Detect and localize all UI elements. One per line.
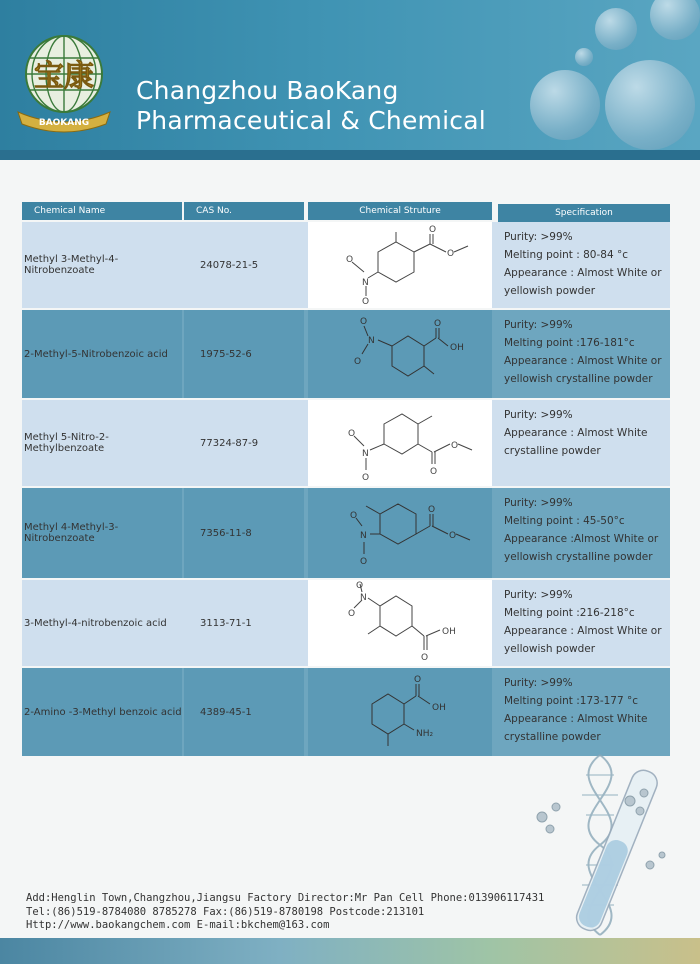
table-row xyxy=(22,222,670,308)
svg-text:OH: OH xyxy=(450,343,464,353)
svg-text:O: O xyxy=(428,505,436,515)
structure-diagram xyxy=(308,310,492,398)
column-header-chemical-name: Chemical Name xyxy=(22,202,182,220)
svg-text:N: N xyxy=(368,336,375,346)
dna-test-tube-decoration xyxy=(520,745,690,940)
footer-phone-fax: Tel:(86)519-8784080 8785278 Fax:(86)519-8780198 Postcode:213101 xyxy=(26,905,425,918)
table-row xyxy=(22,400,670,486)
table-row xyxy=(22,580,670,666)
specification xyxy=(498,488,670,578)
specification xyxy=(498,400,670,486)
svg-text:O: O xyxy=(348,429,356,439)
svg-text:O: O xyxy=(348,609,356,619)
specification xyxy=(498,668,670,756)
svg-text:OH: OH xyxy=(442,627,456,637)
cas-number: 24078-21-5 xyxy=(200,259,259,271)
chemical-name: Methyl 5-Nitro-2-Methylbenzoate xyxy=(24,432,109,454)
table-row xyxy=(22,668,670,756)
spec-line: yellowish crystalline powder xyxy=(504,551,653,563)
chemical-structure xyxy=(308,400,492,486)
spec-line: Melting point : 80-84 °c xyxy=(504,249,628,261)
svg-text:O: O xyxy=(362,297,370,307)
svg-text:O: O xyxy=(346,255,354,265)
company-name-line2: Pharmaceutical & Chemical xyxy=(136,106,486,135)
svg-text:O: O xyxy=(354,357,362,367)
chemical-structure xyxy=(308,222,492,308)
molecule-bubble-decoration xyxy=(530,70,600,140)
logo-text: BAOKANG xyxy=(38,118,90,128)
chemical-name: 2-Methyl-5-Nitrobenzoic acid xyxy=(22,310,182,398)
spec-line: Appearance : Almost White xyxy=(504,713,648,725)
svg-text:NH₂: NH₂ xyxy=(416,729,434,739)
svg-text:N: N xyxy=(360,593,367,603)
spec-line: Appearance :Almost White or xyxy=(504,533,659,545)
spec-line: Melting point :176-181°c xyxy=(504,337,635,349)
column-header-specification: Specification xyxy=(498,204,670,222)
structure-diagram xyxy=(308,400,492,486)
svg-text:O: O xyxy=(430,467,438,477)
footer-bar xyxy=(0,938,700,964)
company-name xyxy=(136,76,486,136)
svg-text:O: O xyxy=(421,653,429,663)
baokang-logo xyxy=(10,28,118,136)
column-header-structure: Chemical Struture xyxy=(308,202,492,220)
molecule-bubble-decoration xyxy=(575,48,593,66)
footer-contact xyxy=(26,892,544,933)
chemical-name: Methyl 4-Methyl-3-Nitrobenzoate xyxy=(22,488,182,578)
spec-line: Purity: >99% xyxy=(504,677,573,689)
logo-chinese-text: 宝康 xyxy=(34,59,94,94)
structure-diagram xyxy=(308,580,492,666)
svg-text:O: O xyxy=(360,557,368,567)
chemical-name: Methyl 3-Methyl-4-Nitrobenzoate xyxy=(24,254,119,276)
cas-number: 77324-87-9 xyxy=(200,437,259,449)
cas-number: 7356-11-8 xyxy=(184,488,304,578)
svg-text:O: O xyxy=(362,473,370,483)
spec-line: Purity: >99% xyxy=(504,497,573,509)
svg-text:N: N xyxy=(362,278,369,288)
svg-text:O: O xyxy=(434,319,442,329)
spec-line: Purity: >99% xyxy=(504,319,573,331)
spec-line: Purity: >99% xyxy=(504,589,573,601)
structure-diagram xyxy=(308,488,492,578)
svg-text:O: O xyxy=(356,581,364,591)
spec-line: yellowish crystalline powder xyxy=(504,373,653,385)
chemical-structure xyxy=(308,488,492,578)
specification xyxy=(498,310,670,398)
chemical-name: 3-Methyl-4-nitrobenzoic acid xyxy=(24,617,167,629)
svg-text:O: O xyxy=(447,249,455,259)
column-header-cas: CAS No. xyxy=(184,202,304,220)
spec-line: Melting point :216-218°c xyxy=(504,607,635,619)
chemical-structure xyxy=(308,668,492,756)
spec-line: crystalline powder xyxy=(504,445,601,457)
chemical-name: 2-Amino -3-Methyl benzoic acid xyxy=(22,668,182,756)
cas-number: 3113-71-1 xyxy=(200,617,252,629)
spec-line: Appearance : Almost White or xyxy=(504,355,662,367)
cas-number: 1975-52-6 xyxy=(184,310,304,398)
spec-line: Purity: >99% xyxy=(504,409,573,421)
company-name-line1: Changzhou BaoKang xyxy=(136,76,399,105)
structure-diagram xyxy=(308,668,492,756)
specification xyxy=(498,222,670,308)
chemical-structure xyxy=(308,310,492,398)
spec-line: Appearance : Almost White or xyxy=(504,267,662,279)
svg-text:O: O xyxy=(451,441,459,451)
spec-line: Purity: >99% xyxy=(504,231,573,243)
cas-number: 4389-45-1 xyxy=(184,668,304,756)
svg-text:N: N xyxy=(362,449,369,459)
svg-text:O: O xyxy=(360,317,368,327)
footer-web-email: Http://www.baokangchem.com E-mail:bkchem@163.com xyxy=(26,919,330,931)
spec-line: Melting point :173-177 °c xyxy=(504,695,639,707)
spec-line: yellowish powder xyxy=(504,285,596,297)
page-header xyxy=(0,0,700,160)
molecule-bubble-decoration xyxy=(650,0,700,40)
table-row xyxy=(22,310,670,398)
header-band xyxy=(0,150,700,160)
svg-text:O: O xyxy=(414,675,422,685)
svg-text:O: O xyxy=(429,225,437,235)
spec-line: crystalline powder xyxy=(504,731,601,743)
molecule-bubble-decoration xyxy=(605,60,695,150)
table-row xyxy=(22,488,670,578)
spec-line: Appearance : Almost White or xyxy=(504,625,662,637)
svg-text:OH: OH xyxy=(432,703,446,713)
svg-text:O: O xyxy=(350,511,358,521)
molecule-bubble-decoration xyxy=(595,8,637,50)
structure-diagram xyxy=(308,222,492,308)
specification xyxy=(498,580,670,666)
chemical-structure xyxy=(308,580,492,666)
footer-address: Add:Henglin Town,Changzhou,Jiangsu Factory Director:Mr Pan Cell Phone:013906117431 xyxy=(26,892,545,904)
svg-text:N: N xyxy=(360,531,367,541)
spec-line: yellowish powder xyxy=(504,643,596,655)
svg-text:O: O xyxy=(449,531,457,541)
spec-line: Melting point : 45-50°c xyxy=(504,515,625,527)
spec-line: Appearance : Almost White xyxy=(504,427,648,439)
